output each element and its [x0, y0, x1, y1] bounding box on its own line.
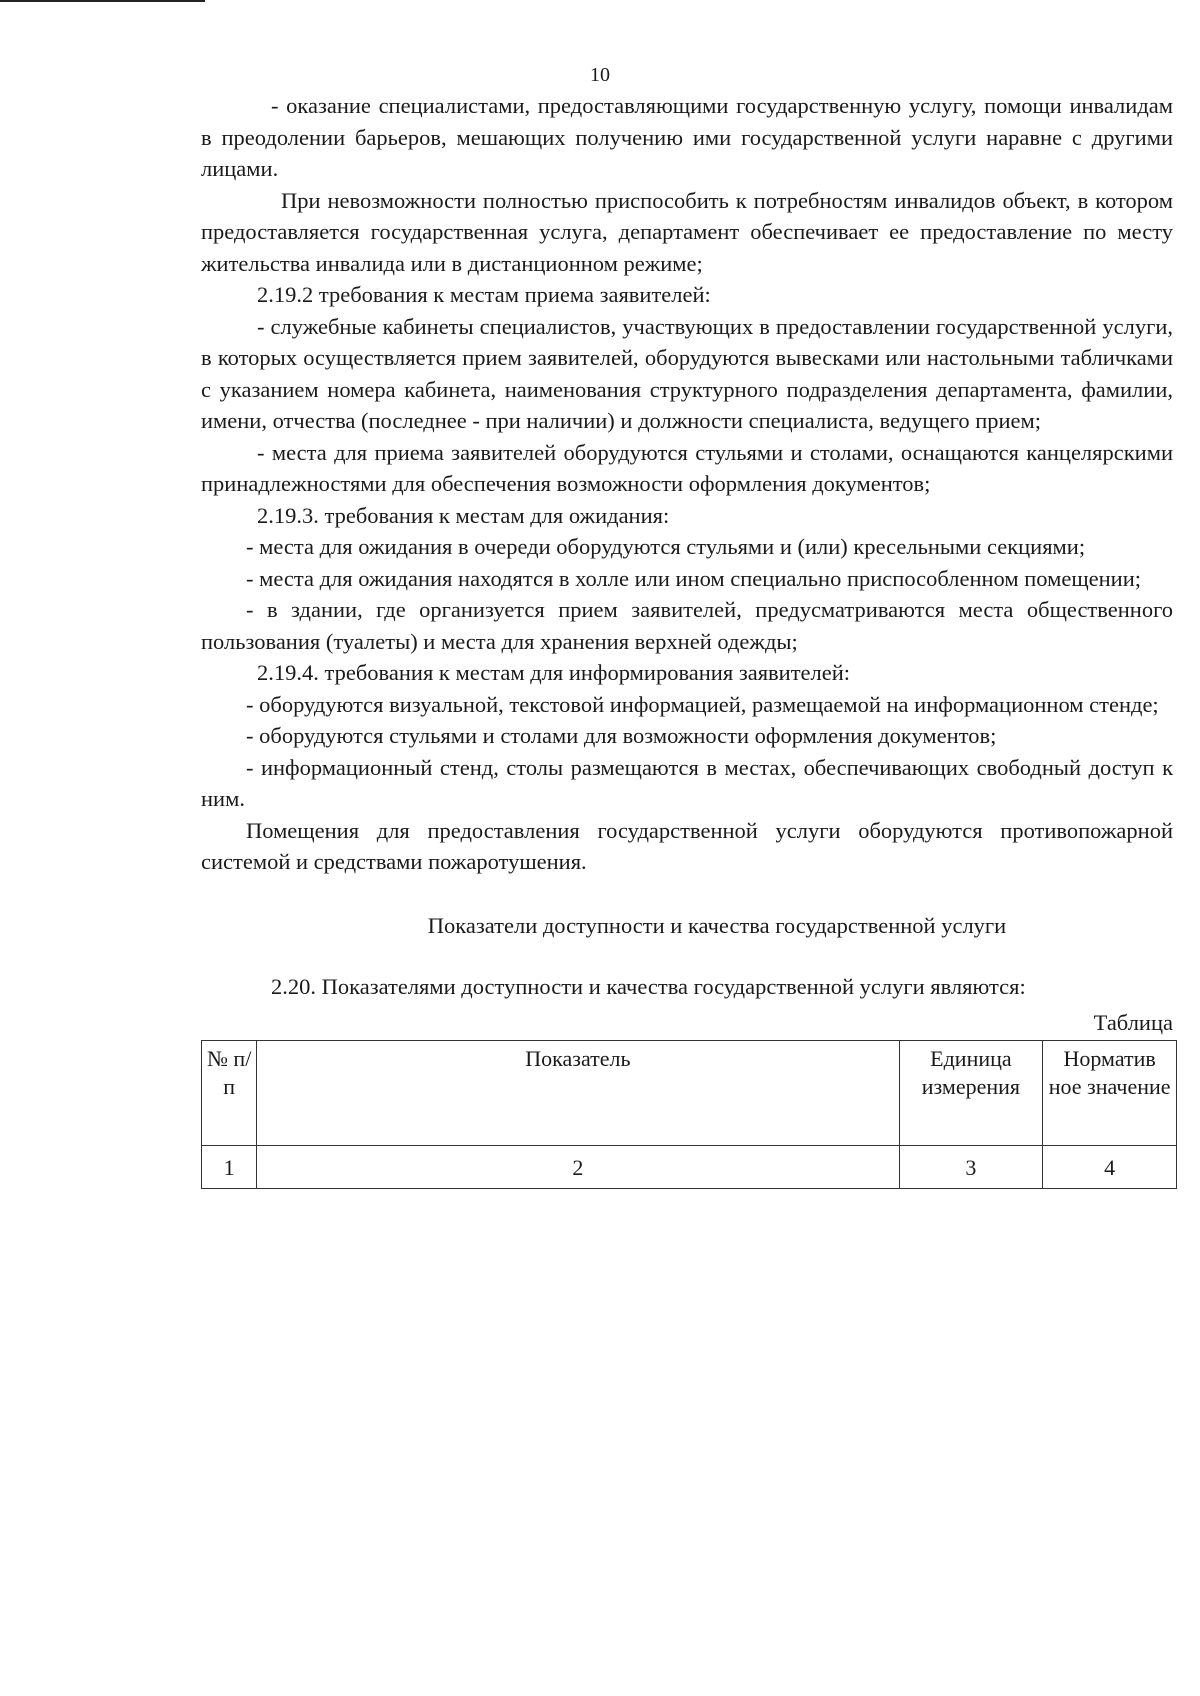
page-number: 10	[590, 64, 610, 86]
paragraph-public-facilities: - в здании, где организуется прием заявителей, предусматриваются места общественного пользования (туалеты) и места для хранения верхней одежды;	[201, 597, 1173, 654]
paragraph-accessibility: При невозможности полностью приспособить к потребностям инвалидов объект, в котором предоставляется государственная услуга, департамент обеспечивает ее предоставление по месту жительства инвалида или в дистанционном режиме;	[201, 187, 1173, 276]
clause-2-19-3: 2.19.3. требования к местам для ожидания:	[257, 502, 670, 528]
column-number-2: 2	[257, 1146, 899, 1189]
header-unit: Единица измерения	[899, 1041, 1043, 1146]
paragraph-reception-places: - места для приема заявителей оборудуются стульями и столами, оснащаются канцелярскими принадлежностями для обеспечения возможности оформления документов;	[201, 439, 1173, 496]
clause-2-19-4: 2.19.4. требования к местам для информирования заявителей:	[257, 660, 851, 685]
clause-2-20: 2.20. Показателями доступности и качества государственной услуги являются:	[271, 974, 1026, 999]
paragraph-waiting-seats: - места для ожидания в очереди оборудуются стульями и (или) кресельными секциями;	[246, 534, 1086, 559]
table-label: Таблица	[1093, 1009, 1173, 1035]
paragraph-info-stand: - оборудуются визуальной, текстовой информацией, размещаемой на информационном стенде;	[246, 691, 1159, 717]
paragraph-fire-safety: Помещения для предоставления государственной услуги оборудуются противопожарной системой и средствами пожаротушения.	[201, 817, 1173, 874]
clause-2-19-2: 2.19.2 требования к местам приема заявителей:	[257, 282, 711, 307]
table-row	[202, 1146, 1177, 1189]
paragraph-info-access: - информационный стенд, столы размещаются в местах, обеспечивающих свободный доступ к ним.	[201, 754, 1173, 811]
top-rule	[0, 0, 205, 2]
column-number-3: 3	[899, 1146, 1043, 1189]
column-number-1: 1	[202, 1146, 257, 1189]
header-norm-value: Норматив ное значение	[1043, 1041, 1177, 1146]
indicators-table	[201, 1040, 1177, 1189]
paragraph-assistance: - оказание специалистами, предоставляющими государственную услугу, помощи инвалидам в преодолении барьеров, мешающих получению ими государственной услуги наравне с другими лицами.	[201, 93, 1173, 181]
column-number-4: 4	[1043, 1146, 1177, 1189]
paragraph-waiting-hall: - места для ожидания находятся в холле или ином специально приспособленном помещении;	[246, 565, 1142, 591]
header-number: № п/п	[202, 1041, 257, 1146]
section-heading: Показатели доступности и качества государственной услуги	[427, 912, 1007, 938]
document-body	[201, 90, 1173, 1189]
paragraph-offices: - служебные кабинеты специалистов, участвующих в предоставлении государственной услуги, в которых осуществляется прием заявителей, оборудуются вывесками или настольными табличками с указанием номера кабинета, наименования структурного подразделения департамента, фамилии, имени, отчества (последнее - при наличии) и должности специалиста, ведущего прием;	[201, 313, 1173, 433]
paragraph-info-furniture: - оборудуются стульями и столами для возможности оформления документов;	[246, 723, 997, 748]
table-header-row	[202, 1041, 1177, 1146]
header-indicator: Показатель	[257, 1041, 899, 1146]
